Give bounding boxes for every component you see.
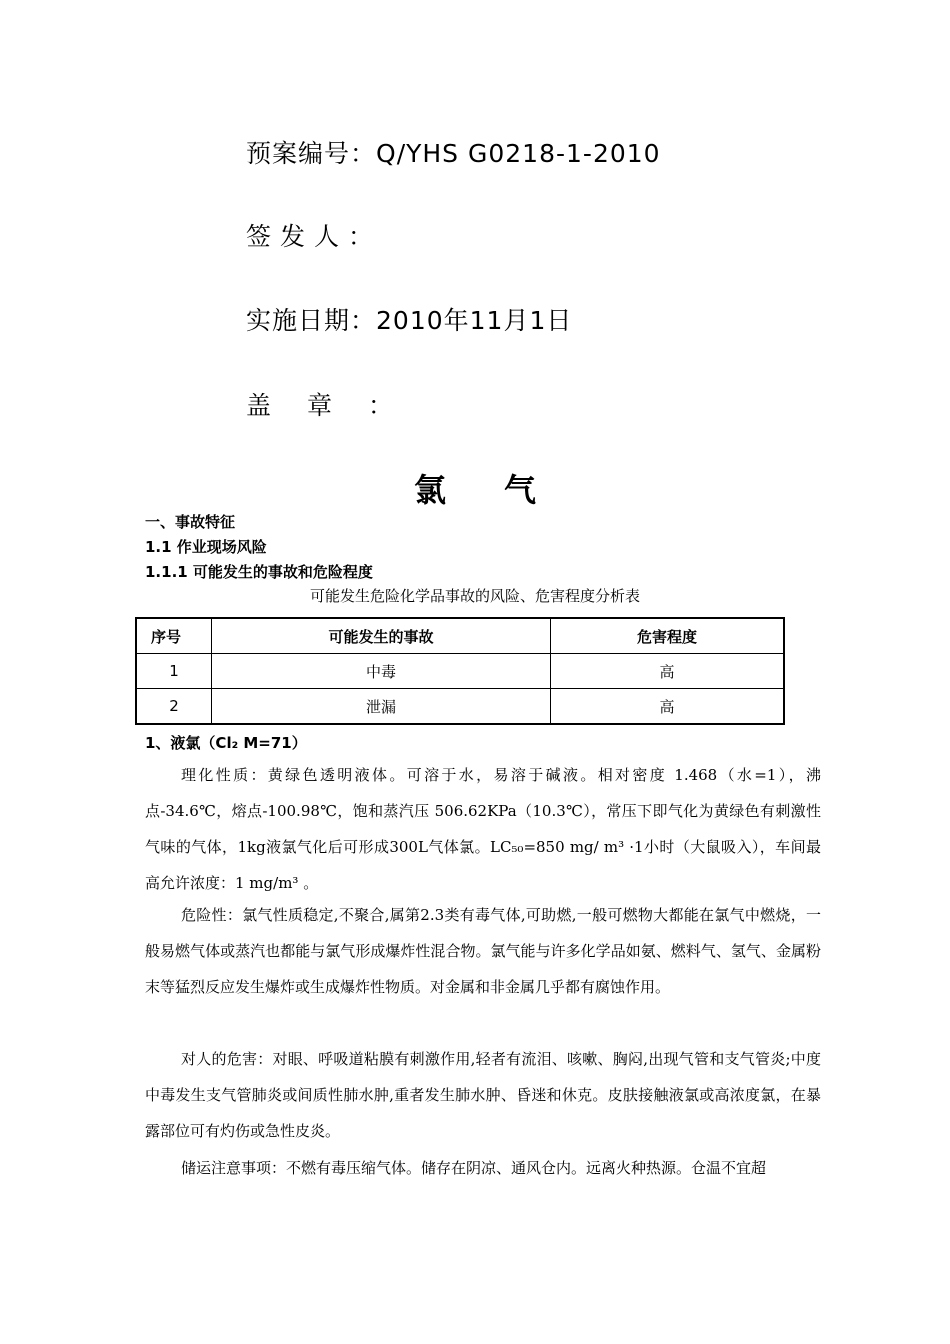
effective-date-value: 2010年11月1日 — [376, 306, 573, 335]
table-header-row — [136, 618, 784, 654]
substance-heading: 1、液氯（Cl₂ M=71） — [145, 734, 307, 752]
plan-number-line — [246, 134, 661, 170]
section-heading-possible-accidents: 1.1.1 可能发生的事故和危险程度 — [145, 563, 373, 581]
table-row — [136, 689, 784, 725]
table-caption: 可能发生危险化学品事故的风险、危害程度分析表 — [309, 587, 640, 605]
cell-no: 1 — [136, 654, 212, 689]
cell-severity: 高 — [551, 654, 785, 689]
table-row — [136, 654, 784, 689]
paragraph-hazards: 危险性：氯气性质稳定,不聚合,属第2.3类有毒气体,可助燃,一般可燃物大都能在氯气中燃烧，一般易燃气体或蒸汽也都能与氯气形成爆炸性混合物。氯气能与许多化学品如氨、燃料气、氢气、金属粉末等猛烈反应发生爆炸或生成爆炸性物质。对金属和非金属几乎都有腐蚀作用。 — [145, 906, 821, 996]
plan-number-label: 预案编号： — [246, 139, 377, 168]
effective-date-label: 实施日期： — [246, 306, 377, 335]
paragraph-storage: 储运注意事项：不燃有毒压缩气体。储存在阴凉、通风仓内。远离火种热源。仓温不宜超 — [181, 1159, 767, 1177]
column-header-no: 序号 — [136, 618, 212, 654]
column-header-accident: 可能发生的事故 — [212, 618, 551, 654]
cell-accident: 泄漏 — [212, 689, 551, 725]
seal-line — [246, 386, 429, 422]
cell-accident: 中毒 — [212, 654, 551, 689]
issuer-label: 签发人： — [246, 222, 383, 251]
cell-no: 2 — [136, 689, 212, 725]
effective-date-line — [246, 301, 572, 337]
risk-analysis-table — [135, 617, 785, 725]
paragraph-properties: 理化性质：黄绿色透明液体。可溶于水，易溶于碱液。相对密度 1.468（水=1），沸点-34.6℃，熔点-100.98℃，饱和蒸汽压 506.62KPa（10.3℃），常压下即气化为黄绿色有刺激性气味的气体，1kg液氯气化后可形成300L气体氯。LC₅₀=850 mg/ m³ ·1小时（大鼠吸入），车间最高允许浓度：1 mg/m³ 。 — [145, 766, 821, 892]
seal-label: 盖章： — [246, 391, 430, 420]
cell-severity: 高 — [551, 689, 785, 725]
column-header-severity: 危害程度 — [551, 618, 785, 654]
document-title: 氯气 — [413, 471, 594, 509]
plan-number-value: Q/YHS G0218-1-2010 — [376, 139, 661, 168]
section-heading-accident-features: 一、事故特征 — [145, 513, 236, 531]
section-heading-site-risk: 1.1 作业现场风险 — [145, 538, 267, 556]
issuer-line — [246, 217, 382, 253]
paragraph-health-effects: 对人的危害：对眼、呼吸道粘膜有刺激作用,轻者有流泪、咳嗽、胸闷,出现气管和支气管炎;中度中毒发生支气管肺炎或间质性肺水肿,重者发生肺水肿、昏迷和休克。皮肤接触液氯或高浓度氯，在暴露部位可有灼伤或急性皮炎。 — [145, 1050, 821, 1140]
